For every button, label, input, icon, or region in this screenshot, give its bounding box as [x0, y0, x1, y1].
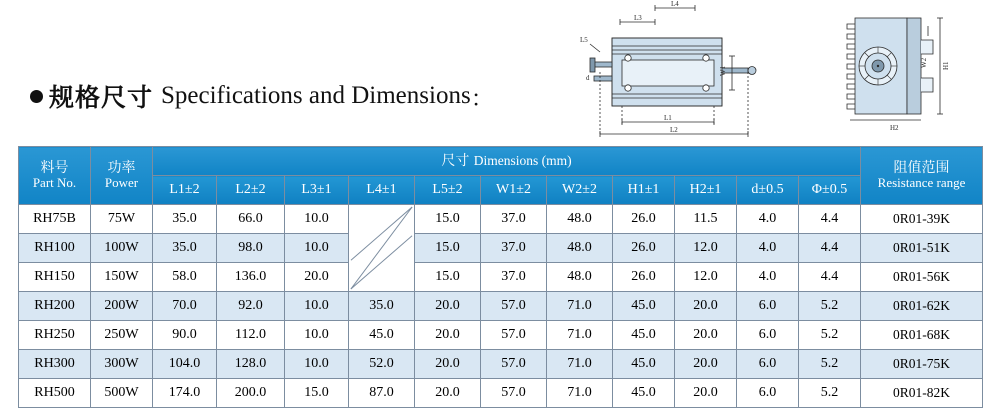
- cell-l3: 20.0: [285, 263, 349, 292]
- label-l3: L3: [634, 14, 642, 22]
- label-w1: W1: [719, 65, 727, 76]
- cell-resistance-range: 0R01-62K: [861, 292, 983, 321]
- table-row: [19, 321, 983, 350]
- label-l2: L2: [670, 126, 678, 134]
- cell-l3: 10.0: [285, 205, 349, 234]
- cell-l4: 35.0: [349, 292, 415, 321]
- cell-h2: 12.0: [675, 263, 737, 292]
- cell-w2: 71.0: [547, 321, 613, 350]
- cell-w1: 57.0: [481, 292, 547, 321]
- cell-d: 4.0: [737, 263, 799, 292]
- cell-resistance-range: 0R01-75K: [861, 350, 983, 379]
- cell-l3: 10.0: [285, 321, 349, 350]
- cell-power: 500W: [91, 379, 153, 408]
- cell-l2: 92.0: [217, 292, 285, 321]
- header-part-no-cn: 料号: [40, 159, 69, 176]
- cell-part-no: RH100: [19, 234, 91, 263]
- cell-l4: 87.0: [349, 379, 415, 408]
- cell-l4: 52.0: [349, 350, 415, 379]
- cell-w2: 48.0: [547, 234, 613, 263]
- cell-h1: 45.0: [613, 321, 675, 350]
- label-h2: H2: [890, 124, 899, 132]
- cell-l1: 35.0: [153, 234, 217, 263]
- table-row: [19, 379, 983, 408]
- cell-h1: 45.0: [613, 350, 675, 379]
- cell-l3: 10.0: [285, 292, 349, 321]
- table-row: [19, 292, 983, 321]
- diagonal-strike-icon: [349, 205, 414, 291]
- subheader-d: d±0.5: [737, 176, 799, 205]
- cell-h2: 12.0: [675, 234, 737, 263]
- cell-l5: 15.0: [415, 263, 481, 292]
- bullet-icon: [30, 90, 43, 103]
- header-part-no: [19, 147, 91, 205]
- table-subheader-row: [19, 176, 983, 205]
- cell-power: 100W: [91, 234, 153, 263]
- cell-h2: 20.0: [675, 379, 737, 408]
- label-d: d: [586, 74, 590, 82]
- table-row: [19, 205, 983, 234]
- cell-l2: 136.0: [217, 263, 285, 292]
- cell-l1: 58.0: [153, 263, 217, 292]
- subheader-l3: L3±1: [285, 176, 349, 205]
- subheader-l4: L4±1: [349, 176, 415, 205]
- header-dimensions-en: Dimensions (mm): [473, 152, 572, 168]
- drawing-svg: [560, 0, 1000, 140]
- cell-l1: 104.0: [153, 350, 217, 379]
- cell-resistance-range: 0R01-56K: [861, 263, 983, 292]
- header-power-en: Power: [104, 175, 139, 191]
- cell-phi: 4.4: [799, 205, 861, 234]
- cell-w2: 48.0: [547, 263, 613, 292]
- cell-phi: 5.2: [799, 350, 861, 379]
- cell-resistance-range: 0R01-39K: [861, 205, 983, 234]
- cell-phi: 4.4: [799, 234, 861, 263]
- cell-l5: 20.0: [415, 292, 481, 321]
- cell-l5: 15.0: [415, 205, 481, 234]
- cell-resistance-range: 0R01-68K: [861, 321, 983, 350]
- cell-l2: 66.0: [217, 205, 285, 234]
- cell-d: 6.0: [737, 350, 799, 379]
- cell-phi: 5.2: [799, 321, 861, 350]
- cell-d: 6.0: [737, 292, 799, 321]
- cell-power: 200W: [91, 292, 153, 321]
- cell-l2: 200.0: [217, 379, 285, 408]
- cell-w2: 71.0: [547, 350, 613, 379]
- table-row: [19, 263, 983, 292]
- cell-h1: 45.0: [613, 292, 675, 321]
- cell-h2: 20.0: [675, 292, 737, 321]
- header-part-no-en: Part No.: [32, 175, 77, 191]
- cell-h2: 20.0: [675, 350, 737, 379]
- cell-l3: 10.0: [285, 234, 349, 263]
- cell-w1: 57.0: [481, 379, 547, 408]
- cell-w1: 37.0: [481, 263, 547, 292]
- header-resistance-en: Resistance range: [877, 175, 966, 191]
- cell-part-no: RH150: [19, 263, 91, 292]
- cell-h2: 20.0: [675, 321, 737, 350]
- subheader-w2: W2±2: [547, 176, 613, 205]
- cell-power: 250W: [91, 321, 153, 350]
- cell-l3: 15.0: [285, 379, 349, 408]
- label-w2: W2: [920, 57, 928, 68]
- cell-l5: 20.0: [415, 379, 481, 408]
- cell-d: 6.0: [737, 321, 799, 350]
- cell-part-no: RH200: [19, 292, 91, 321]
- cell-part-no: RH250: [19, 321, 91, 350]
- cell-h1: 26.0: [613, 205, 675, 234]
- header-resistance-cn: 阻值范围: [893, 159, 950, 176]
- header-power-cn: 功率: [107, 159, 136, 176]
- cell-w2: 71.0: [547, 292, 613, 321]
- subheader-w1: W1±2: [481, 176, 547, 205]
- cell-power: 75W: [91, 205, 153, 234]
- cell-resistance-range: 0R01-51K: [861, 234, 983, 263]
- cell-h2: 11.5: [675, 205, 737, 234]
- cell-l2: 128.0: [217, 350, 285, 379]
- page-title-cn: 规格尺寸: [49, 83, 154, 112]
- header-dimensions: [153, 147, 861, 176]
- label-l4: L4: [671, 0, 679, 8]
- cell-h1: 45.0: [613, 379, 675, 408]
- cell-l5: 20.0: [415, 321, 481, 350]
- label-h1: H1: [942, 61, 950, 70]
- cell-d: 4.0: [737, 234, 799, 263]
- cell-l2: 98.0: [217, 234, 285, 263]
- label-l1: L1: [664, 114, 672, 122]
- cell-l4: 45.0: [349, 321, 415, 350]
- subheader-h1: H1±1: [613, 176, 675, 205]
- page-title-colon: ：: [470, 85, 494, 112]
- cell-l1: 70.0: [153, 292, 217, 321]
- header-power: [91, 147, 153, 205]
- cell-l1: 174.0: [153, 379, 217, 408]
- cell-power: 300W: [91, 350, 153, 379]
- cell-l1: 35.0: [153, 205, 217, 234]
- cell-l1: 90.0: [153, 321, 217, 350]
- cell-part-no: RH500: [19, 379, 91, 408]
- cell-part-no: RH300: [19, 350, 91, 379]
- table-header-row: [19, 147, 983, 176]
- cell-w1: 37.0: [481, 205, 547, 234]
- cell-w1: 57.0: [481, 350, 547, 379]
- cell-h1: 26.0: [613, 234, 675, 263]
- technical-drawings: [560, 0, 1000, 140]
- header-resistance-range: [861, 147, 983, 205]
- table-row: [19, 350, 983, 379]
- cell-part-no: RH75B: [19, 205, 91, 234]
- cell-d: 6.0: [737, 379, 799, 408]
- header-dimensions-cn: 尺寸: [441, 152, 470, 169]
- subheader-h2: H2±1: [675, 176, 737, 205]
- cell-l4-not-applicable: [349, 205, 415, 292]
- cell-w1: 57.0: [481, 321, 547, 350]
- cell-phi: 4.4: [799, 263, 861, 292]
- cell-l5: 20.0: [415, 350, 481, 379]
- cell-d: 4.0: [737, 205, 799, 234]
- cell-h1: 26.0: [613, 263, 675, 292]
- subheader-l5: L5±2: [415, 176, 481, 205]
- cell-w2: 71.0: [547, 379, 613, 408]
- subheader-phi: Φ±0.5: [799, 176, 861, 205]
- cell-power: 150W: [91, 263, 153, 292]
- cell-phi: 5.2: [799, 292, 861, 321]
- table-row: [19, 234, 983, 263]
- page-title: [30, 78, 494, 114]
- label-l5: L5: [580, 36, 588, 44]
- cell-resistance-range: 0R01-82K: [861, 379, 983, 408]
- subheader-l2: L2±2: [217, 176, 285, 205]
- cell-w1: 37.0: [481, 234, 547, 263]
- cell-phi: 5.2: [799, 379, 861, 408]
- page-title-en: Specifications and Dimensions: [161, 82, 471, 109]
- specifications-table: [18, 146, 983, 408]
- cell-w2: 48.0: [547, 205, 613, 234]
- cell-l2: 112.0: [217, 321, 285, 350]
- cell-l3: 10.0: [285, 350, 349, 379]
- subheader-l1: L1±2: [153, 176, 217, 205]
- cell-l5: 15.0: [415, 234, 481, 263]
